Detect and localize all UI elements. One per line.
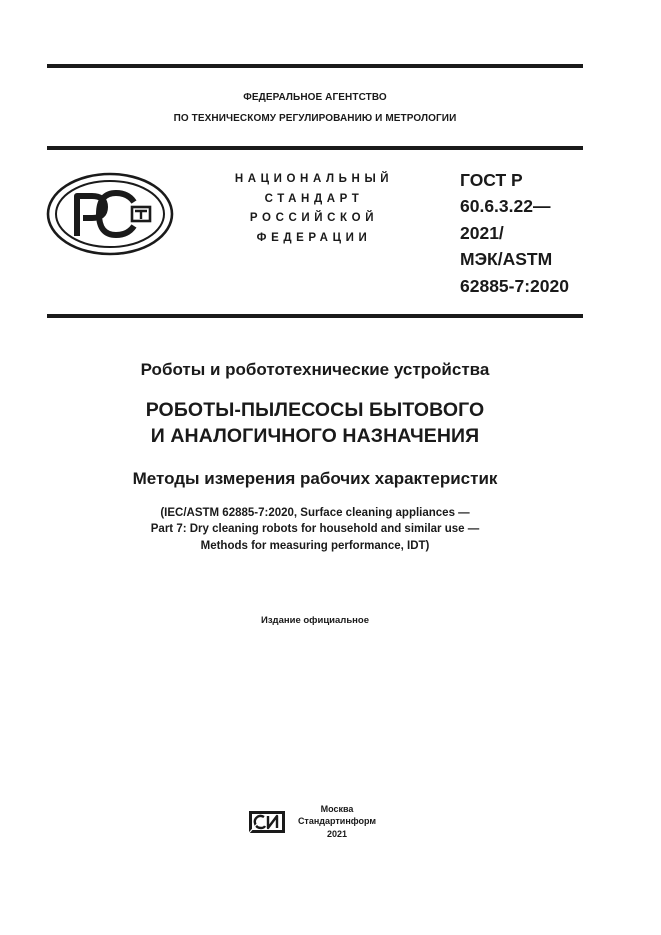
original-line3: Methods for measuring performance, IDT) — [200, 539, 430, 552]
standard-type-line: НАЦИОНАЛЬНЫЙ — [234, 173, 394, 185]
gost-r-emblem-icon — [46, 172, 174, 256]
original-line1: (IEC/ASTM 62885-7:2020, Surface cleaning appliances — — [160, 507, 470, 519]
standartinform-logo-icon — [247, 810, 287, 834]
group-title: Роботы и робототехнические устройства — [140, 360, 490, 379]
standard-type-line: ФЕДЕРАЦИИ — [256, 232, 372, 245]
publisher-name: Стандартинформ — [297, 816, 377, 827]
publisher-block — [288, 803, 386, 840]
designation-line: 60.6.3.22— — [460, 196, 551, 217]
standard-type-block — [214, 170, 414, 249]
title-rule — [47, 314, 583, 318]
publication-year: 2021 — [326, 828, 348, 839]
main-title-line2: И АНАЛОГИЧНОГО НАЗНАЧЕНИЯ — [150, 425, 480, 447]
original-standard-reference — [47, 505, 583, 554]
standard-type-line: РОССИЙСКОЙ — [249, 212, 379, 225]
standard-type-line: СТАНДАРТ — [264, 192, 364, 205]
designation-line: МЭК/ASTM — [460, 249, 553, 270]
publisher-city: Москва — [320, 804, 354, 814]
designation-line: 2021/ — [460, 222, 504, 243]
designation-line: 62885-7:2020 — [460, 275, 569, 296]
agency-name-line1: ФЕДЕРАЛЬНОЕ АГЕНТСТВО — [243, 92, 387, 103]
standard-designation — [460, 167, 590, 299]
main-title-line1: РОБОТЫ-ПЫЛЕСОСЫ БЫТОВОГО — [145, 399, 485, 421]
original-line2: Part 7: Dry cleaning robots for household and similar use — — [150, 523, 480, 536]
subtitle: Методы измерения рабочих характеристик — [132, 469, 498, 488]
main-title — [47, 397, 583, 449]
designation-line: ГОСТ Р — [460, 170, 523, 190]
top-rule — [47, 64, 583, 68]
edition-label: Издание официальное — [261, 615, 369, 626]
header-rule — [47, 146, 583, 150]
agency-name-line2: ПО ТЕХНИЧЕСКОМУ РЕГУЛИРОВАНИЮ И МЕТРОЛОГИИ — [173, 113, 457, 124]
